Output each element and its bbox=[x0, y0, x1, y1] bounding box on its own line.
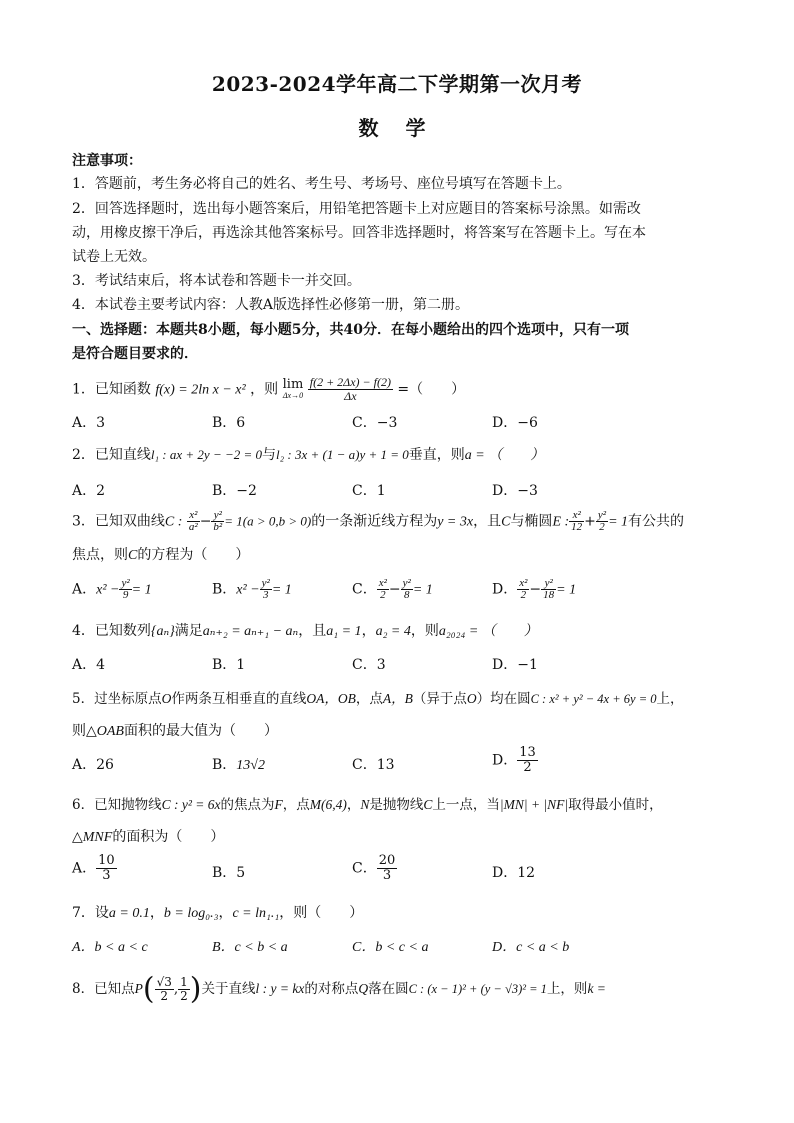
q3-d-frac1 bbox=[517, 578, 529, 601]
q4-text-a: 4．已知数列 bbox=[72, 623, 151, 639]
q3-c-n2: y² bbox=[402, 577, 411, 589]
q4-recurrence: aₙ₊₂ = aₙ₊₁ − aₙ bbox=[202, 624, 299, 639]
q8-frac-1-num: √3 bbox=[156, 975, 172, 989]
question-1 bbox=[72, 376, 732, 403]
q6-point-m: M(6,4) bbox=[309, 797, 347, 812]
q5-text-b: 作两条互相垂直的直线 bbox=[171, 691, 307, 707]
q3-a-pre: x² − bbox=[96, 582, 120, 598]
q7-sep-1: ， bbox=[149, 905, 164, 921]
q3-ellipse-frac-x bbox=[569, 510, 584, 533]
q5-line2-a: 则 bbox=[72, 723, 86, 739]
q3-c-d2: 8 bbox=[403, 589, 410, 601]
q5-b-value: 13√2 bbox=[236, 758, 265, 773]
q2-option-b: B．−2 bbox=[212, 483, 257, 499]
q3-line2-c: C bbox=[128, 548, 138, 563]
q5-option-d bbox=[492, 746, 538, 775]
q1-option-a: A．3 bbox=[72, 415, 106, 431]
q3-option-d: D． $\frac{\text{x²}}{2}$ − $\frac{\text{y²}}{18}$ = 1 bbox=[492, 577, 577, 601]
q7-option-b: B．c < b < a bbox=[212, 940, 288, 955]
q3-a-den: 9 bbox=[122, 589, 129, 601]
exam-title: 2023-2024学年高二下学期第一次月考 bbox=[211, 72, 583, 96]
q5-origin-2: O bbox=[466, 691, 477, 706]
q3-b-num: y² bbox=[261, 577, 270, 589]
q3-text-b: 的一条渐近线方程为 bbox=[311, 513, 438, 530]
q6-curve-c: C bbox=[423, 797, 433, 812]
q6-text-e: 是抛物线 bbox=[369, 797, 424, 813]
note-item-4: 4．本试卷主要考试内容：人教A版选择性必修第一册，第二册。 bbox=[72, 297, 470, 313]
q6-text-c: ，点 bbox=[282, 797, 310, 813]
q3-ellipse-x-den: 12 bbox=[571, 521, 583, 533]
q6-expression: |MN| + |NF| bbox=[499, 797, 569, 812]
q5-lines: OA，OB bbox=[306, 691, 356, 706]
q5-text-f: 上， bbox=[656, 691, 684, 707]
note-item-2-end: 试卷上无效。 bbox=[72, 249, 156, 265]
question-5-cont bbox=[72, 720, 732, 743]
q2-option-a: A．2 bbox=[72, 483, 106, 499]
q1-option-c: C．−3 bbox=[352, 415, 398, 431]
q4-sequence: {aₙ} bbox=[150, 624, 175, 639]
q3-option-c: C． $\frac{\text{x²}}{2}$ − $\frac{\text{y²}}{8}$ = 1 bbox=[352, 577, 433, 601]
q3-d-post: = 1 bbox=[556, 582, 577, 598]
q2-text-c: 垂直，则 bbox=[408, 447, 465, 463]
q7-option-d: D．c < a < b bbox=[492, 940, 570, 955]
q3-frac-y-num: y² bbox=[211, 510, 224, 522]
q6-focus: F bbox=[274, 797, 283, 812]
q3-frac-y-den: b² bbox=[213, 521, 223, 533]
q6-line2-b: 的面积为（ ） bbox=[112, 829, 225, 845]
q1-function: f(x) = 2ln x − x² bbox=[155, 382, 246, 398]
q8-text-b: 关于直线 bbox=[201, 981, 256, 997]
q2-text-b: 与 bbox=[262, 447, 277, 463]
q4-text-b: 满足 bbox=[174, 623, 203, 639]
q3-option-b bbox=[212, 578, 292, 601]
q8-text-c: 的对称点 bbox=[304, 981, 359, 997]
question-7 bbox=[72, 902, 732, 925]
q8-frac-2-num: 1 bbox=[180, 975, 188, 989]
q6-c-den: 3 bbox=[382, 868, 392, 883]
q6-parabola: C : y² = 6x bbox=[161, 797, 221, 812]
q3-a-frac bbox=[119, 578, 131, 601]
q3-ellipse-y-num: y² bbox=[597, 509, 607, 521]
q1-option-b: B．6 bbox=[212, 415, 246, 431]
q3-c-frac1 bbox=[377, 578, 389, 601]
q5-text-d: （异于点 bbox=[412, 691, 467, 707]
question-8: 8．已知点P( $\frac{√3}{2}$ , $\frac{1}{2}$ )关于直线l : y = kx的对称点Q落在圆C : (x − 1)² + (y − √3)² = 1上，则k = bbox=[72, 971, 606, 1007]
q8-text-d: 落在圆 bbox=[368, 981, 409, 997]
q8-close-paren: ) bbox=[189, 971, 202, 1007]
q5-d-frac bbox=[517, 746, 538, 775]
q5-option-a: A．26 bbox=[72, 757, 114, 773]
q2-option-c: C．1 bbox=[352, 483, 386, 499]
q3-d-d1: 2 bbox=[520, 589, 527, 601]
q5-option-b bbox=[212, 754, 265, 774]
q3-ellipse-frac-y bbox=[596, 510, 608, 533]
q3-hyperbola-suffix: = 1(a > 0,b > 0) bbox=[224, 513, 312, 529]
q5-d-label: D． bbox=[492, 752, 518, 769]
q4-text-d: ， bbox=[361, 623, 376, 639]
q3-d-frac2 bbox=[541, 578, 556, 601]
question-2 bbox=[72, 444, 732, 467]
q8-circle: C : (x − 1)² + (y − √3)² = 1 bbox=[408, 982, 547, 996]
q6-a-den: 3 bbox=[102, 868, 111, 883]
q3-frac-x-num: x² bbox=[187, 510, 200, 522]
note-item-1: 1．答题前，考生务必将自己的姓名、考生号、考场号、座位号填写在答题卡上。 bbox=[72, 176, 571, 192]
q3-line2-b: 的方程为（ ） bbox=[137, 547, 250, 563]
q1-suffix: =（ ） bbox=[397, 381, 466, 398]
q1-numerator: f(2 + 2Δx) − f(2) bbox=[309, 375, 391, 389]
q6-text-g: 取得最小值时， bbox=[568, 797, 663, 813]
q3-d-n2: y² bbox=[541, 578, 556, 590]
q3-c-n1: x² bbox=[378, 577, 387, 589]
q3-c-label: C． bbox=[352, 581, 377, 598]
q4-text-c: ，且 bbox=[298, 623, 327, 639]
q6-text-b: 的焦点为 bbox=[220, 797, 275, 813]
q3-c-frac2 bbox=[401, 578, 413, 601]
q5-text-c: ，点 bbox=[355, 691, 383, 707]
q3-d-d2: 18 bbox=[543, 589, 555, 601]
q7-option-a: A．b < a < c bbox=[72, 940, 148, 955]
question-4 bbox=[72, 620, 732, 643]
q3-hyperbola-prefix: C : bbox=[164, 514, 183, 530]
q3-d-label: D． bbox=[492, 581, 518, 598]
section-heading-line1: 一、选择题：本题共8小题，每小题5分，共40分．在每小题给出的四个选项中，只有一项 bbox=[72, 322, 629, 338]
question-6 bbox=[72, 794, 732, 816]
q1-limit bbox=[282, 376, 304, 401]
q3-b-den: 3 bbox=[263, 589, 269, 601]
question-6-cont bbox=[72, 826, 732, 849]
q5-origin: O bbox=[161, 691, 172, 706]
q8-point-p: P bbox=[134, 981, 143, 996]
q6-c-frac bbox=[377, 854, 398, 883]
q3-ellipse-x-num: x² bbox=[569, 510, 584, 522]
q2-ask: a = （ ） bbox=[464, 448, 545, 463]
q3-c-d1: 2 bbox=[380, 589, 386, 601]
q1-option-d: D．−6 bbox=[492, 415, 538, 431]
q6-option-b: B．5 bbox=[212, 865, 246, 881]
notes-heading: 注意事项： bbox=[72, 153, 142, 169]
section-heading-line2: 是符合题目要求的． bbox=[72, 346, 198, 362]
q3-ellipse-y-den: 2 bbox=[599, 521, 605, 533]
q2-option-d: D．−3 bbox=[492, 483, 538, 499]
q3-a-post: = 1 bbox=[131, 582, 152, 598]
exam-subject: 数 学 bbox=[358, 116, 436, 140]
q8-frac-2 bbox=[178, 976, 190, 1003]
q8-ask: k = bbox=[587, 981, 606, 996]
q4-a2: a₂ = 4 bbox=[375, 624, 411, 639]
q3-text-c: ，且 bbox=[473, 513, 502, 530]
q4-ask: a₂₀₂₄ = （ ） bbox=[438, 624, 538, 639]
q1-fraction bbox=[308, 376, 393, 403]
q5-circle: C : x² + y² − 4x + 6y = 0 bbox=[530, 692, 657, 706]
q3-d-n1: x² bbox=[519, 577, 528, 589]
q6-text-d: ， bbox=[346, 797, 361, 813]
q1-prefix: 1．已知函数 bbox=[72, 381, 151, 398]
q4-text-e: ，则 bbox=[410, 623, 439, 639]
q6-c-label: C． bbox=[352, 860, 377, 877]
q6-a-num: 10 bbox=[98, 853, 115, 868]
q3-frac-x-den: a² bbox=[188, 521, 198, 533]
q6-c-num: 20 bbox=[378, 853, 396, 868]
q3-c-post: = 1 bbox=[412, 582, 433, 598]
q6-option-a bbox=[72, 854, 117, 883]
q5-text-e: ）均在圆 bbox=[476, 691, 531, 707]
question-5 bbox=[72, 688, 732, 710]
q5-d-num: 13 bbox=[519, 745, 536, 760]
q6-text-f: 上一点，当 bbox=[432, 797, 500, 813]
q3-text-e: 有公共的 bbox=[628, 513, 685, 530]
q5-triangle: △OAB bbox=[86, 724, 124, 739]
q3-text-a: 3．已知双曲线 bbox=[72, 513, 165, 530]
q3-ellipse-prefix: E : bbox=[552, 514, 570, 530]
q6-option-d: D．12 bbox=[492, 865, 536, 881]
note-item-3: 3．考试结束后，将本试卷和答题卡一并交回。 bbox=[72, 273, 361, 289]
q3-b-pre: x² − bbox=[236, 582, 260, 598]
q1-mid: ，则 bbox=[250, 381, 279, 398]
q6-a-label: A． bbox=[72, 860, 97, 877]
q3-frac-x bbox=[187, 510, 200, 533]
q2-text-a: 2．已知直线 bbox=[72, 447, 151, 463]
q5-line2-b: 面积的最大值为（ ） bbox=[123, 723, 278, 739]
q4-a1: a₁ = 1 bbox=[326, 624, 362, 639]
note-item-2: 2．回答选择题时，选出每小题答案后，用铅笔把答题卡上对应题目的答案标号涂黑。如需改 bbox=[72, 201, 641, 217]
q3-a-num: y² bbox=[121, 577, 130, 589]
q3-b-frac bbox=[260, 578, 272, 601]
q6-triangle: △MNF bbox=[72, 830, 113, 845]
q8-open-paren: ( bbox=[142, 971, 155, 1007]
q2-line-l2: l₂ : 3x + (1 − a)y + 1 = 0 bbox=[276, 447, 409, 462]
q7-a: a = 0.1 bbox=[108, 906, 150, 921]
q8-text-e: 上，则 bbox=[546, 981, 588, 997]
q3-asymptote: y = 3x bbox=[437, 514, 474, 530]
q2-line-l1: l₁ : ax + 2y − −2 = 0 bbox=[150, 447, 263, 462]
q4-option-b: B．1 bbox=[212, 657, 246, 673]
q4-option-a: A．4 bbox=[72, 657, 106, 673]
q3-option-a bbox=[72, 578, 152, 601]
q3-text-d: 与椭圆 bbox=[510, 513, 553, 530]
q7-c: c = ln₁.₁ bbox=[232, 906, 280, 921]
note-item-2-cont: 动，用橡皮擦干净后，再选涂其他答案标号。回答非选择题时，将答案写在答题卡上。写在本 bbox=[72, 225, 646, 241]
q1-lim-sub: Δx→0 bbox=[282, 390, 304, 400]
q4-option-d: D．−1 bbox=[492, 657, 538, 673]
q5-option-c: C．13 bbox=[352, 757, 395, 773]
q8-text-a: 8．已知点 bbox=[72, 981, 135, 997]
question-3: 3．已知双曲线C : $\frac{\text{x²}}{\text{a²}}$ − $\frac{\text{y²}}{\text{b²}}$ = 1(a > 0,b > 0)的一条渐近线方程为y = 3x，且C与椭圆E : $\frac{\text{x²}}{12}$ + $\frac{\text{y²}}{2}$ = 1有公共的 bbox=[72, 509, 685, 533]
q5-b-label: B． bbox=[212, 757, 237, 773]
q8-point-q: Q bbox=[358, 981, 369, 996]
q4-option-c: C．3 bbox=[352, 657, 386, 673]
q3-ellipse-suffix: = 1 bbox=[608, 514, 629, 530]
q7-sep-2: ， bbox=[218, 905, 233, 921]
q6-text-a: 6．已知抛物线 bbox=[72, 797, 162, 813]
q3-a-label: A． bbox=[72, 581, 97, 598]
q8-frac-1 bbox=[155, 976, 174, 1003]
q1-denominator: Δx bbox=[344, 389, 357, 403]
q3-curve-c: C bbox=[501, 514, 511, 530]
q7-text-b: ，则（ ） bbox=[279, 905, 364, 921]
q3-b-post: = 1 bbox=[271, 582, 292, 598]
q3-frac-y bbox=[211, 510, 224, 533]
q3-b-label: B． bbox=[212, 581, 237, 598]
q5-text-a: 5．过坐标原点 bbox=[72, 691, 162, 707]
q7-option-c: C．b < c < a bbox=[352, 940, 429, 955]
q1-lim-text: lim bbox=[282, 376, 304, 392]
q8-line: l : y = kx bbox=[255, 981, 305, 996]
q8-frac-2-den: 2 bbox=[180, 989, 188, 1003]
q6-a-frac bbox=[96, 854, 117, 883]
q6-point-n: N bbox=[360, 797, 370, 812]
question-3-cont bbox=[72, 544, 732, 567]
q7-text-a: 7．设 bbox=[72, 905, 109, 921]
q5-d-den: 2 bbox=[523, 760, 532, 775]
q7-b: b = log₀.₃ bbox=[163, 906, 219, 921]
q8-frac-1-den: 2 bbox=[160, 989, 169, 1003]
q3-line2-a: 焦点，则 bbox=[72, 547, 128, 563]
q5-points: A，B bbox=[382, 691, 413, 706]
q6-option-c bbox=[352, 854, 397, 883]
